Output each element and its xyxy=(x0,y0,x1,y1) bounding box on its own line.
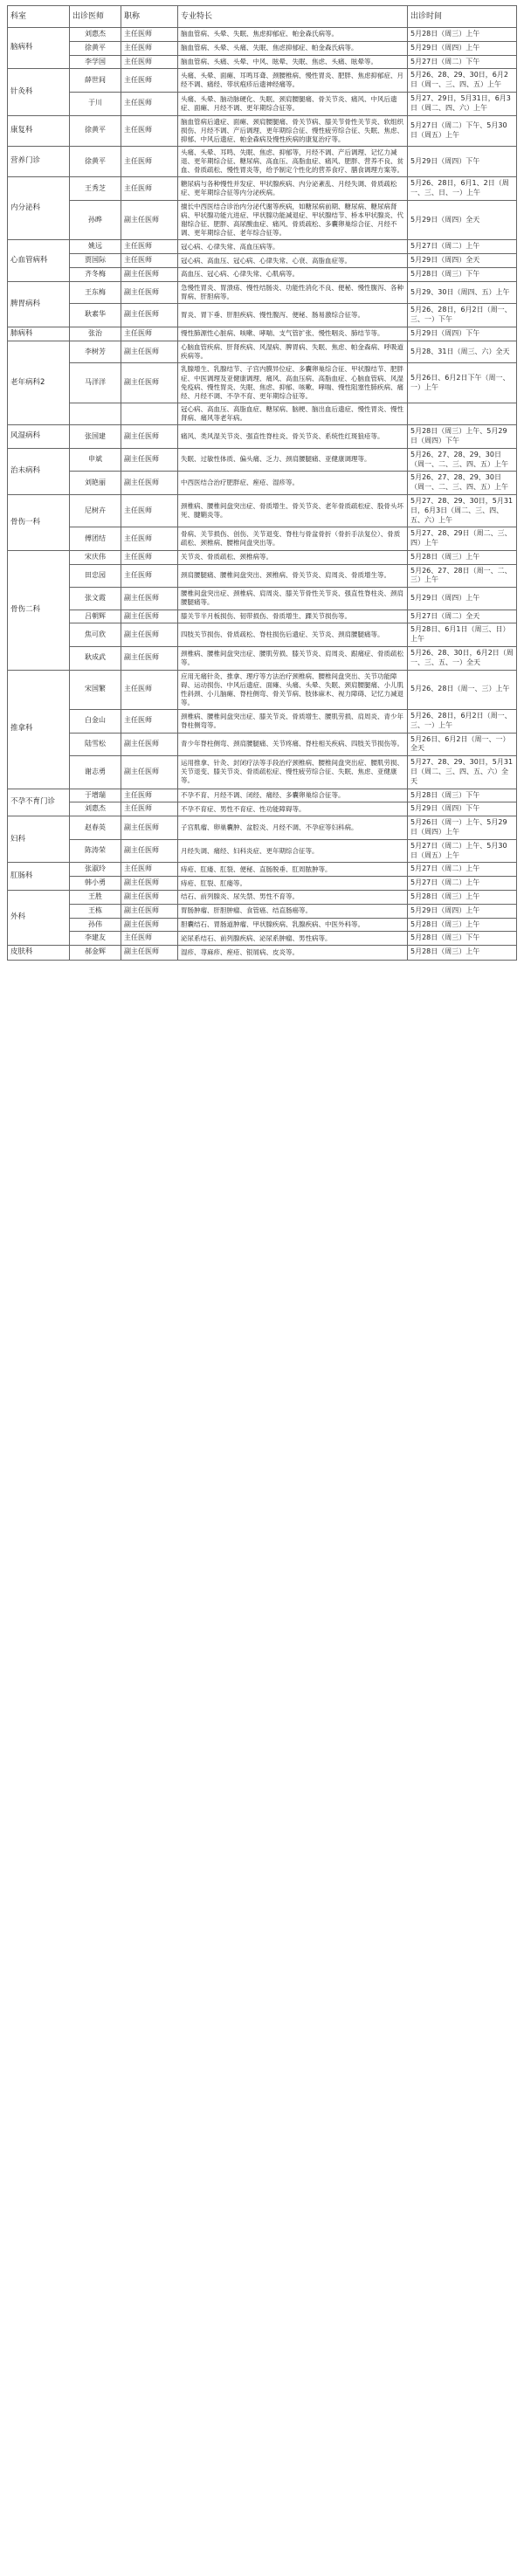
specialty-cell: 月经失调、痛经、妇科炎症、更年期综合征等。 xyxy=(178,839,408,863)
title-cell: 副主任医师 xyxy=(121,904,178,918)
table-row xyxy=(8,55,517,69)
specialty-cell: 颈椎病、腰椎间盘突出症、骨质增生、骨关节炎、老年骨质疏松症、股骨头坏死、腱鞘炎等。 xyxy=(178,494,408,527)
header-department: 科室 xyxy=(8,6,70,28)
title-cell: 主任医师 xyxy=(121,932,178,946)
doctor-name-cell: 徐黄平 xyxy=(70,146,121,176)
department-cell: 风湿病科 xyxy=(8,425,70,449)
table-row xyxy=(8,403,517,424)
department-cell: 不孕不育门诊 xyxy=(8,789,70,816)
doctor-name-cell: 薛世间 xyxy=(70,69,121,93)
schedule-time-cell: 5月26、27、28、29、30日（周一、二、三、四、五）上午 xyxy=(408,448,517,472)
doctor-name-cell: 韩小勇 xyxy=(70,877,121,891)
doctor-name-cell: 贾国际 xyxy=(70,254,121,268)
title-cell: 主任医师 xyxy=(121,670,178,710)
table-row xyxy=(8,890,517,904)
specialty-cell: 运用推拿、针灸、封闭疗法等手段治疗颈椎病、腰椎间盘突出症、腰肌劳损、关节退变、膝关节炎、骨质疏松症、慢性疲劳综合征、失眠、焦虑、亚健康等。 xyxy=(178,756,408,789)
table-row xyxy=(8,816,517,840)
table-row xyxy=(8,448,517,472)
department-cell: 推拿科 xyxy=(8,670,70,789)
title-cell: 副主任医师 xyxy=(121,839,178,863)
specialty-cell: 冠心病、心律失常、高血压病等。 xyxy=(178,240,408,254)
title-cell: 主任医师 xyxy=(121,55,178,69)
department-cell: 皮肤科 xyxy=(8,946,70,960)
specialty-cell: 颈肩腰腿痛、腰椎间盘突出、颈椎病、骨关节炎、肩周炎、骨质增生等。 xyxy=(178,564,408,588)
title-cell: 副主任医师 xyxy=(121,588,178,610)
table-row xyxy=(8,610,517,623)
specialty-cell: 头痛、头晕、耳鸣、失眠、焦虑、抑郁等，月经不调、产后调理、记忆力减退、更年期综合征、糖尿病、高血压、高脂血症、痛风、肥胖、营养不良、贫血、骨质疏松、慢性胃炎等，给予制定个性化的营养食疗、膳食调理方案等。 xyxy=(178,146,408,176)
schedule-time-cell: 5月26日、6月2日（周一、一）全天 xyxy=(408,733,517,756)
schedule-time-cell: 5月28日（周三）上午 xyxy=(408,550,517,564)
table-row xyxy=(8,527,517,551)
schedule-time-cell: 5月27、28、29、30日，5月31日，6月3日（周二、三、四、五、六）上午 xyxy=(408,494,517,527)
table-row xyxy=(8,932,517,946)
title-cell: 副主任医师 xyxy=(121,200,178,240)
doctor-name-cell: 陆雪松 xyxy=(70,733,121,756)
specialty-cell: 冠心病、高血压、高脂血症、糖尿病、脑梗、脑出血后遗症、慢性胃炎、慢性肾病、痛风等老年病。 xyxy=(178,403,408,424)
table-row xyxy=(8,28,517,42)
doctor-name-cell: 孙晔 xyxy=(70,200,121,240)
department-cell: 肛肠科 xyxy=(8,863,70,891)
table-row xyxy=(8,789,517,802)
title-cell: 主任医师 xyxy=(121,710,178,734)
title-cell: 副主任医师 xyxy=(121,268,178,282)
table-row xyxy=(8,240,517,254)
table-header-row xyxy=(8,6,517,28)
title-cell: 副主任医师 xyxy=(121,425,178,449)
title-cell: 主任医师 xyxy=(121,177,178,201)
title-cell: 主任医师 xyxy=(121,69,178,93)
table-row xyxy=(8,304,517,327)
department-cell: 内分泌科 xyxy=(8,177,70,240)
doctor-name-cell: 王秀芝 xyxy=(70,177,121,201)
specialty-cell: 慢性肺源性心脏病、咳嗽、哮喘、支气管扩张、慢性咽炎、肺结节等。 xyxy=(178,327,408,341)
doctor-name-cell: 齐冬梅 xyxy=(70,268,121,282)
title-cell: 主任医师 xyxy=(121,494,178,527)
title-cell: 主任医师 xyxy=(121,789,178,802)
title-cell: 主任医师 xyxy=(121,146,178,176)
title-cell: 主任医师 xyxy=(121,527,178,551)
specialty-cell: 脑血管病、头晕、失眠、焦虑抑郁症、帕金森氏病等。 xyxy=(178,28,408,42)
table-row xyxy=(8,146,517,176)
title-cell: 副主任医师 xyxy=(121,304,178,327)
doctor-name-cell: 吕朝辉 xyxy=(70,610,121,623)
specialty-cell: 颈椎病、腰椎间盘突出症、腰肌劳损、膝关节炎、肩周炎、跟痛症、骨质疏松等。 xyxy=(178,646,408,670)
header-doctor: 出诊医师 xyxy=(70,6,121,28)
specialty-cell: 结石、前列腺炎、尿失禁、男性不育等。 xyxy=(178,890,408,904)
table-row xyxy=(8,918,517,932)
doctor-name-cell: 王胜 xyxy=(70,890,121,904)
schedule-time-cell: 5月28日（周三）下午 xyxy=(408,789,517,802)
title-cell: 副主任医师 xyxy=(121,610,178,623)
schedule-time-cell: 5月28日（周三）上午 xyxy=(408,890,517,904)
specialty-cell: 四肢关节损伤、骨质疏松、脊柱损伤后遗症、关节炎、颈肩腰腿痛等。 xyxy=(178,623,408,647)
doctor-name-cell: 张文霞 xyxy=(70,588,121,610)
specialty-cell: 脑血管病、头晕、头痛、失眠、焦虑抑郁症、帕金森氏病等。 xyxy=(178,41,408,55)
schedule-time-cell xyxy=(408,403,517,424)
schedule-time-cell: 5月29、30日（周四、五）上午 xyxy=(408,281,517,303)
table-row xyxy=(8,327,517,341)
table-row xyxy=(8,472,517,495)
schedule-page xyxy=(0,0,524,966)
doctor-name-cell: 徐黄平 xyxy=(70,115,121,146)
doctor-name-cell: 王东梅 xyxy=(70,281,121,303)
specialty-cell: 头痛、头晕、面瘫、耳鸣耳聋、颈腰椎病、慢性胃炎、肥胖、焦虑抑郁症、月经不调、痛经、带状疱疹后遗神经痛等。 xyxy=(178,69,408,93)
specialty-cell: 头痛、头晕、脑动脉硬化、失眠、颈肩腰腿痛、骨关节炎、痛风、中风后遗症、面瘫、月经不调、更年期综合征等。 xyxy=(178,92,408,115)
doctor-name-cell: 马洋洋 xyxy=(70,363,121,403)
title-cell: 主任医师 xyxy=(121,802,178,816)
department-cell: 针灸科 xyxy=(8,69,70,115)
doctor-name-cell: 刘艳丽 xyxy=(70,472,121,495)
specialty-cell: 糖尿病与各种慢性并发症、甲状腺疾病、内分泌紊乱、月经失调、骨质疏松症、更年期综合征等内分泌疾病。 xyxy=(178,177,408,201)
header-specialty: 专业特长 xyxy=(178,6,408,28)
doctor-name-cell: 郝金辉 xyxy=(70,946,121,960)
schedule-time-cell: 5月26日、6月2日下午（周一、一）上午 xyxy=(408,363,517,403)
title-cell: 主任医师 xyxy=(121,28,178,42)
specialty-cell: 脑血管病、头痛、头晕、中风、眩晕、失眠、焦虑、头痛、眩晕等。 xyxy=(178,55,408,69)
schedule-time-cell: 5月26、28日，6月1、2日（周一、三、日、一）上午 xyxy=(408,177,517,201)
table-row xyxy=(8,254,517,268)
schedule-time-cell: 5月26、28、30日，6月2日（周一、三、五、一）全天 xyxy=(408,646,517,670)
doctor-name-cell: 申斌 xyxy=(70,448,121,472)
doctor-name-cell: 焦可欣 xyxy=(70,623,121,647)
department-cell: 康复科 xyxy=(8,115,70,146)
specialty-cell: 骨病、关节损伤、创伤、关节退变、脊柱与骨盆骨折（骨折手法复位）、骨质疏松、颈椎病、腰椎间盘突出等。 xyxy=(178,527,408,551)
schedule-time-cell: 5月27日（周二）上午 xyxy=(408,877,517,891)
schedule-time-cell: 5月27日（周二）上午、5月30日（周五）上午 xyxy=(408,839,517,863)
schedule-time-cell: 5月26、27、28日（周一、二、三）上午 xyxy=(408,564,517,588)
doctor-name-cell: 张国建 xyxy=(70,425,121,449)
doctor-name-cell: 耿素华 xyxy=(70,304,121,327)
schedule-time-cell: 5月27日（周二）全天 xyxy=(408,610,517,623)
table-row xyxy=(8,710,517,734)
outpatient-schedule-table xyxy=(7,5,517,961)
department-cell: 营养门诊 xyxy=(8,146,70,176)
schedule-time-cell: 5月29日（周四）全天 xyxy=(408,254,517,268)
doctor-name-cell: 于增瑞 xyxy=(70,789,121,802)
schedule-time-cell: 5月28日（周三）上午 xyxy=(408,946,517,960)
table-row xyxy=(8,115,517,146)
schedule-time-cell: 5月29日（周四）下午 xyxy=(408,146,517,176)
table-row xyxy=(8,588,517,610)
doctor-name-cell: 王栋 xyxy=(70,904,121,918)
department-cell: 骨伤一科 xyxy=(8,494,70,550)
doctor-name-cell: 赵春英 xyxy=(70,816,121,840)
specialty-cell: 不孕不育症、男性不育症、性功能障碍等。 xyxy=(178,802,408,816)
title-cell: 副主任医师 xyxy=(121,281,178,303)
table-row xyxy=(8,363,517,403)
schedule-time-cell: 5月28日（周三）上午 xyxy=(408,28,517,42)
specialty-cell: 痔疮、肛裂、肛瘘等。 xyxy=(178,877,408,891)
table-row xyxy=(8,341,517,363)
title-cell: 副主任医师 xyxy=(121,623,178,647)
table-row xyxy=(8,268,517,282)
specialty-cell: 中西医结合治疗肥胖症、痤疮、湿疹等。 xyxy=(178,472,408,495)
schedule-time-cell: 5月26、27、28、29、30日（周一、二、三、四、五）上午 xyxy=(408,472,517,495)
title-cell: 副主任医师 xyxy=(121,918,178,932)
schedule-time-cell: 5月27、28、29、30日，5月31日（周二、三、四、五、六）全天 xyxy=(408,756,517,789)
specialty-cell: 子宫肌瘤、卵巢囊肿、盆腔炎、月经不调、不孕症等妇科病。 xyxy=(178,816,408,840)
specialty-cell: 关节炎、骨质疏松、颈椎病等。 xyxy=(178,550,408,564)
schedule-time-cell: 5月26、28日（周一、三）上午 xyxy=(408,670,517,710)
table-row xyxy=(8,623,517,647)
specialty-cell: 不孕不育、月经不调、闭经、痛经、多囊卵巢综合征等。 xyxy=(178,789,408,802)
schedule-time-cell: 5月29日（周四）上午 xyxy=(408,904,517,918)
table-row xyxy=(8,946,517,960)
title-cell: 副主任医师 xyxy=(121,816,178,840)
table-row xyxy=(8,877,517,891)
doctor-name-cell: 耿成武 xyxy=(70,646,121,670)
schedule-time-cell: 5月27日（周二）上午 xyxy=(408,240,517,254)
specialty-cell: 脑血管病后遗症、面瘫、颈肩腰腿痛、骨关节病、膝关节骨性关节炎、软组织损伤、月经不调、产后调理、更年期综合征、慢性疲劳综合征、失眠、焦虑、抑郁、中风后遗症、帕金森病及慢性疾病的康复治疗等。 xyxy=(178,115,408,146)
schedule-time-cell: 5月29日（周四）全天 xyxy=(408,200,517,240)
doctor-name-cell: 姚远 xyxy=(70,240,121,254)
department-cell: 治未病科 xyxy=(8,448,70,494)
specialty-cell: 青少年脊柱侧弯、颈肩腰腿痛、关节疼痛、脊柱相关疾病、四肢关节损伤等。 xyxy=(178,733,408,756)
specialty-cell: 腰椎间盘突出症、颈椎病、肩周炎、膝关节骨性关节炎、强直性脊柱炎、颈肩腰腿痛等。 xyxy=(178,588,408,610)
schedule-time-cell: 5月29日（周四）上午 xyxy=(408,588,517,610)
doctor-name-cell: 徐黄平 xyxy=(70,41,121,55)
title-cell: 副主任医师 xyxy=(121,756,178,789)
title-cell: 主任医师 xyxy=(121,115,178,146)
specialty-cell: 乳腺增生、乳腺结节、子宫内膜异位症、多囊卵巢综合征、甲状腺结节、肥胖症、中医调理及亚健康调理、痛风、高血压病、高脂血症、心脑血管病、风湿免疫病、慢性胃炎、失眠、焦虑、抑郁、咳嗽、哮喘、慢性阻塞性肺疾病、痛经、月经不调、不孕不育、更年期综合征等。 xyxy=(178,363,408,403)
table-row xyxy=(8,904,517,918)
department-cell: 心血管病科 xyxy=(8,240,70,281)
doctor-name-cell: 刘惠杰 xyxy=(70,802,121,816)
title-cell: 副主任医师 xyxy=(121,733,178,756)
title-cell: 副主任医师 xyxy=(121,646,178,670)
title-cell: 主任医师 xyxy=(121,550,178,564)
table-row xyxy=(8,177,517,201)
doctor-name-cell: 陈涛荣 xyxy=(70,839,121,863)
department-cell: 肺病科 xyxy=(8,327,70,341)
schedule-time-cell: 5月29日（周四）上午 xyxy=(408,41,517,55)
specialty-cell: 胃肠肿瘤、肝胆肿瘤、食管癌、结直肠癌等。 xyxy=(178,904,408,918)
table-row xyxy=(8,733,517,756)
title-cell: 主任医师 xyxy=(121,863,178,877)
table-row xyxy=(8,863,517,877)
table-row xyxy=(8,550,517,564)
specialty-cell: 擅长中西医结合诊治内分泌代谢等疾病，如糖尿病前期、糖尿病、糖尿病肾病、甲状腺功能亢进症、甲状腺功能减退症、甲状腺结节、桥本甲状腺炎、代谢综合征、肥胖、高尿酸血症、痛风、骨质疏松、多囊卵巢综合征、月经不调、更年期综合征、老年综合征等。 xyxy=(178,200,408,240)
title-cell: 副主任医师 xyxy=(121,448,178,472)
specialty-cell: 失眠、过敏性体质、偏头痛、乏力、颈肩腰腿痛、亚健康调理等。 xyxy=(178,448,408,472)
schedule-time-cell: 5月29日（周四）下午 xyxy=(408,802,517,816)
specialty-cell: 冠心病、高血压、冠心病、心律失常、心衰、高脂血症等。 xyxy=(178,254,408,268)
schedule-time-cell: 5月27日（周二）下午、5月30日（周五）上午 xyxy=(408,115,517,146)
title-cell: 主任医师 xyxy=(121,564,178,588)
doctor-name-cell: 李建友 xyxy=(70,932,121,946)
title-cell: 副主任医师 xyxy=(121,946,178,960)
table-body xyxy=(8,28,517,961)
table-row xyxy=(8,41,517,55)
table-row xyxy=(8,92,517,115)
table-row xyxy=(8,200,517,240)
schedule-time-cell: 5月28日（周三）上午 xyxy=(408,918,517,932)
title-cell: 副主任医师 xyxy=(121,341,178,363)
schedule-time-cell: 5月28、31日（周三、六）全天 xyxy=(408,341,517,363)
department-cell: 外科 xyxy=(8,890,70,945)
table-row xyxy=(8,756,517,789)
specialty-cell: 膝关节半月板损伤、韧带损伤、骨质增生、踝关节损伤等。 xyxy=(178,610,408,623)
title-cell: 主任医师 xyxy=(121,327,178,341)
department-cell: 老年病科2 xyxy=(8,341,70,425)
schedule-time-cell: 5月27日（周二）下午 xyxy=(408,55,517,69)
schedule-time-cell: 5月26、28日，6月2日（周一、三、一）下午 xyxy=(408,304,517,327)
title-cell: 副主任医师 xyxy=(121,363,178,403)
title-cell: 主任医师 xyxy=(121,41,178,55)
title-cell: 副主任医师 xyxy=(121,472,178,495)
table-row xyxy=(8,802,517,816)
doctor-name-cell: 李学国 xyxy=(70,55,121,69)
doctor-name-cell: 宋国繁 xyxy=(70,670,121,710)
title-cell: 主任医师 xyxy=(121,92,178,115)
specialty-cell: 应用无痛针灸、推拿、理疗等方法治疗颈椎病、腰椎间盘突出、关节功能障碍、运动损伤、中风后遗症、面瘫、头痛、头晕、失眠、颈肩腰腿痛、小儿肌性斜颈、小儿脑瘫、脊柱侧弯、骨关节病、肢体麻木、视力障碍、记忆力减退等。 xyxy=(178,670,408,710)
department-cell: 脾胃病科 xyxy=(8,281,70,327)
doctor-name-cell: 李树芳 xyxy=(70,341,121,363)
table-row xyxy=(8,839,517,863)
doctor-name-cell: 孙伟 xyxy=(70,918,121,932)
doctor-name-cell: 田忠园 xyxy=(70,564,121,588)
specialty-cell: 痔疮、肛瘘、肛裂、便秘、直肠脱垂、肛周脓肿等。 xyxy=(178,863,408,877)
department-cell: 骨伤二科 xyxy=(8,550,70,670)
specialty-cell: 高血压、冠心病、心律失常、心肌病等。 xyxy=(178,268,408,282)
title-cell: 副主任医师 xyxy=(121,890,178,904)
doctor-name-cell: 于川 xyxy=(70,92,121,115)
specialty-cell: 胆囊结石、胃肠道肿瘤、甲状腺疾病、乳腺疾病、中医外科等。 xyxy=(178,918,408,932)
schedule-time-cell: 5月28日（周三）下午 xyxy=(408,268,517,282)
doctor-name-cell: 尼树卉 xyxy=(70,494,121,527)
table-row xyxy=(8,494,517,527)
header-schedule-time: 出诊时间 xyxy=(408,6,517,28)
schedule-time-cell: 5月26日（周一）上午、5月29日（周四）上午 xyxy=(408,816,517,840)
department-cell: 脑病科 xyxy=(8,28,70,69)
table-row xyxy=(8,281,517,303)
header-title: 职称 xyxy=(121,6,178,28)
doctor-name-cell: 刘惠杰 xyxy=(70,28,121,42)
specialty-cell: 泌尿系结石、前列腺疾病、泌尿系肿瘤、男性病等。 xyxy=(178,932,408,946)
schedule-time-cell: 5月26、28、29、30日，6月2日（周一、三、四、五）上午 xyxy=(408,69,517,93)
title-cell: 主任医师 xyxy=(121,254,178,268)
doctor-name-cell: 张治 xyxy=(70,327,121,341)
table-row xyxy=(8,425,517,449)
schedule-time-cell: 5月28日（周三）下午 xyxy=(408,932,517,946)
specialty-cell: 胃炎、胃下垂、肝胆疾病、慢性腹泻、便秘、肠易激综合征等。 xyxy=(178,304,408,327)
specialty-cell: 心脑血管疾病、肝肾疾病、风湿病、脾胃病、失眠、焦虑、帕金森病、呼吸道疾病等。 xyxy=(178,341,408,363)
table-row xyxy=(8,564,517,588)
doctor-name-cell: 傅团结 xyxy=(70,527,121,551)
title-cell xyxy=(121,403,178,424)
schedule-time-cell: 5月28日、6月1日（周三、日）上午 xyxy=(408,623,517,647)
table-row xyxy=(8,670,517,710)
specialty-cell: 急慢性胃炎、胃溃疡、慢性结肠炎、功能性消化不良、便秘、慢性腹泻、各种胃病、肝胆病等。 xyxy=(178,281,408,303)
table-row xyxy=(8,69,517,93)
table-row xyxy=(8,646,517,670)
doctor-name-cell: 张淑玲 xyxy=(70,863,121,877)
schedule-time-cell: 5月26、28日，6月2日（周一、三、一）上午 xyxy=(408,710,517,734)
schedule-time-cell: 5月27、28、29日（周二、三、四）上午 xyxy=(408,527,517,551)
doctor-name-cell: 谢志勇 xyxy=(70,756,121,789)
specialty-cell: 湿疹、荨麻疹、痤疮、银屑病、皮炎等。 xyxy=(178,946,408,960)
schedule-time-cell: 5月27、29日，5月31日，6月3日（周二、四、六）上午 xyxy=(408,92,517,115)
schedule-time-cell: 5月28日（周三）上午、5月29日（周四）下午 xyxy=(408,425,517,449)
specialty-cell: 颈椎病、腰椎间盘突出症、膝关节炎、骨质增生、腰肌劳损、肩周炎、青少年脊柱侧弯等。 xyxy=(178,710,408,734)
title-cell: 副主任医师 xyxy=(121,877,178,891)
specialty-cell: 痛风、类风湿关节炎、强直性脊柱炎、骨关节炎、系统性红斑狼疮等。 xyxy=(178,425,408,449)
schedule-time-cell: 5月29日（周四）下午 xyxy=(408,327,517,341)
doctor-name-cell xyxy=(70,403,121,424)
title-cell: 主任医师 xyxy=(121,240,178,254)
doctor-name-cell: 白金山 xyxy=(70,710,121,734)
department-cell: 妇科 xyxy=(8,816,70,863)
schedule-time-cell: 5月27日（周二）上午 xyxy=(408,863,517,877)
doctor-name-cell: 宋庆伟 xyxy=(70,550,121,564)
